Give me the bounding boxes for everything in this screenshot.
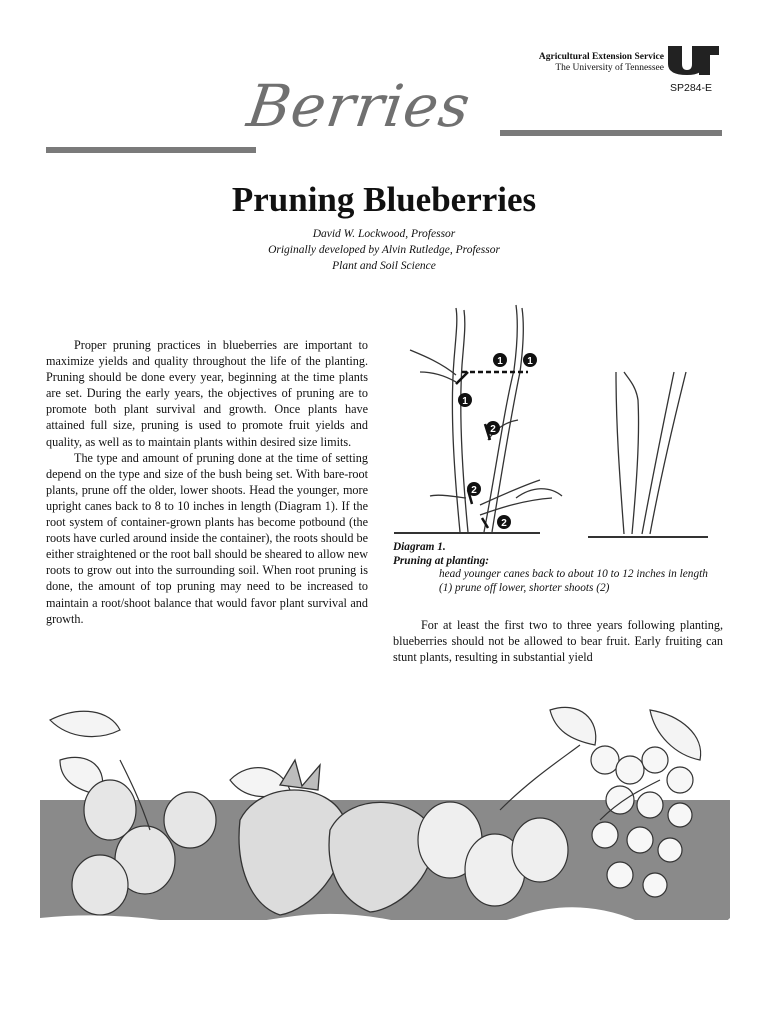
byline xyxy=(0,226,768,274)
berry-illustration xyxy=(40,700,730,940)
marker-1b: 1 xyxy=(527,356,533,367)
marker-1a: 1 xyxy=(497,356,503,367)
marker-2a: 2 xyxy=(490,424,496,435)
body-right-column xyxy=(393,617,723,665)
publication-code: SP284-E xyxy=(669,82,712,94)
paragraph-2: The type and amount of pruning done at the time of setting depend on the type and size of the bush being set. With bare-root plants, prune off the older, lower shoots. Head the younger, more upright canes back to 8 to 10 inches in length (Diagram 1). If the root system of container-grown plants has become potbound (the roots have curled around inside the container), the roots should be either straightened or the root ball should be sheared to allow new roots to grow out into the surrounding soil. When root pruning is done, the amount of top pruning may need to be increased to maintain a root/shoot balance that would favor plant survival and growth. xyxy=(46,450,368,626)
department-line: Plant and Soil Science xyxy=(332,260,436,272)
marker-2c: 2 xyxy=(501,518,507,529)
original-author-line: Originally developed by Alvin Rutledge, Professor xyxy=(268,244,500,256)
org-name: Agricultural Extension Service xyxy=(538,52,664,62)
diagram-caption xyxy=(393,541,723,595)
diagram-markers xyxy=(458,353,537,529)
caption-text: head younger canes back to about 10 to 12 inches in length (1) prune off lower, shorter shoots (2) xyxy=(439,568,708,594)
berries-banner-word: Berries xyxy=(243,72,475,140)
caption-subtitle: Pruning at planting: xyxy=(393,554,490,567)
body-left-column xyxy=(46,337,368,627)
paragraph-3: For at least the first two to three years following planting, blueberries should not be allowed to bear fruit. Early fruiting can stunt plants, resulting in substantial yield xyxy=(393,618,723,665)
paragraph-1: Proper pruning practices in blueberries are important to maximize yields and quality throughout the life of the planting. Pruning should be done every year, beginning at the time plants are set. During the early years, the objectives of pruning are to promote both plant survival and growth. Once plants have attained full size, pruning is used to promote fruit yields and quality, as well as to maintain plants within desired size limits. xyxy=(46,338,368,449)
pruning-diagram xyxy=(392,300,722,545)
author-line: David W. Lockwood, Professor xyxy=(312,228,456,240)
marker-2b: 2 xyxy=(471,485,477,496)
university-name: The University of Tennessee xyxy=(555,63,664,73)
marker-1c: 1 xyxy=(462,396,468,407)
caption-title: Diagram 1. xyxy=(393,541,446,553)
page-title: Pruning Blueberries xyxy=(231,180,537,219)
